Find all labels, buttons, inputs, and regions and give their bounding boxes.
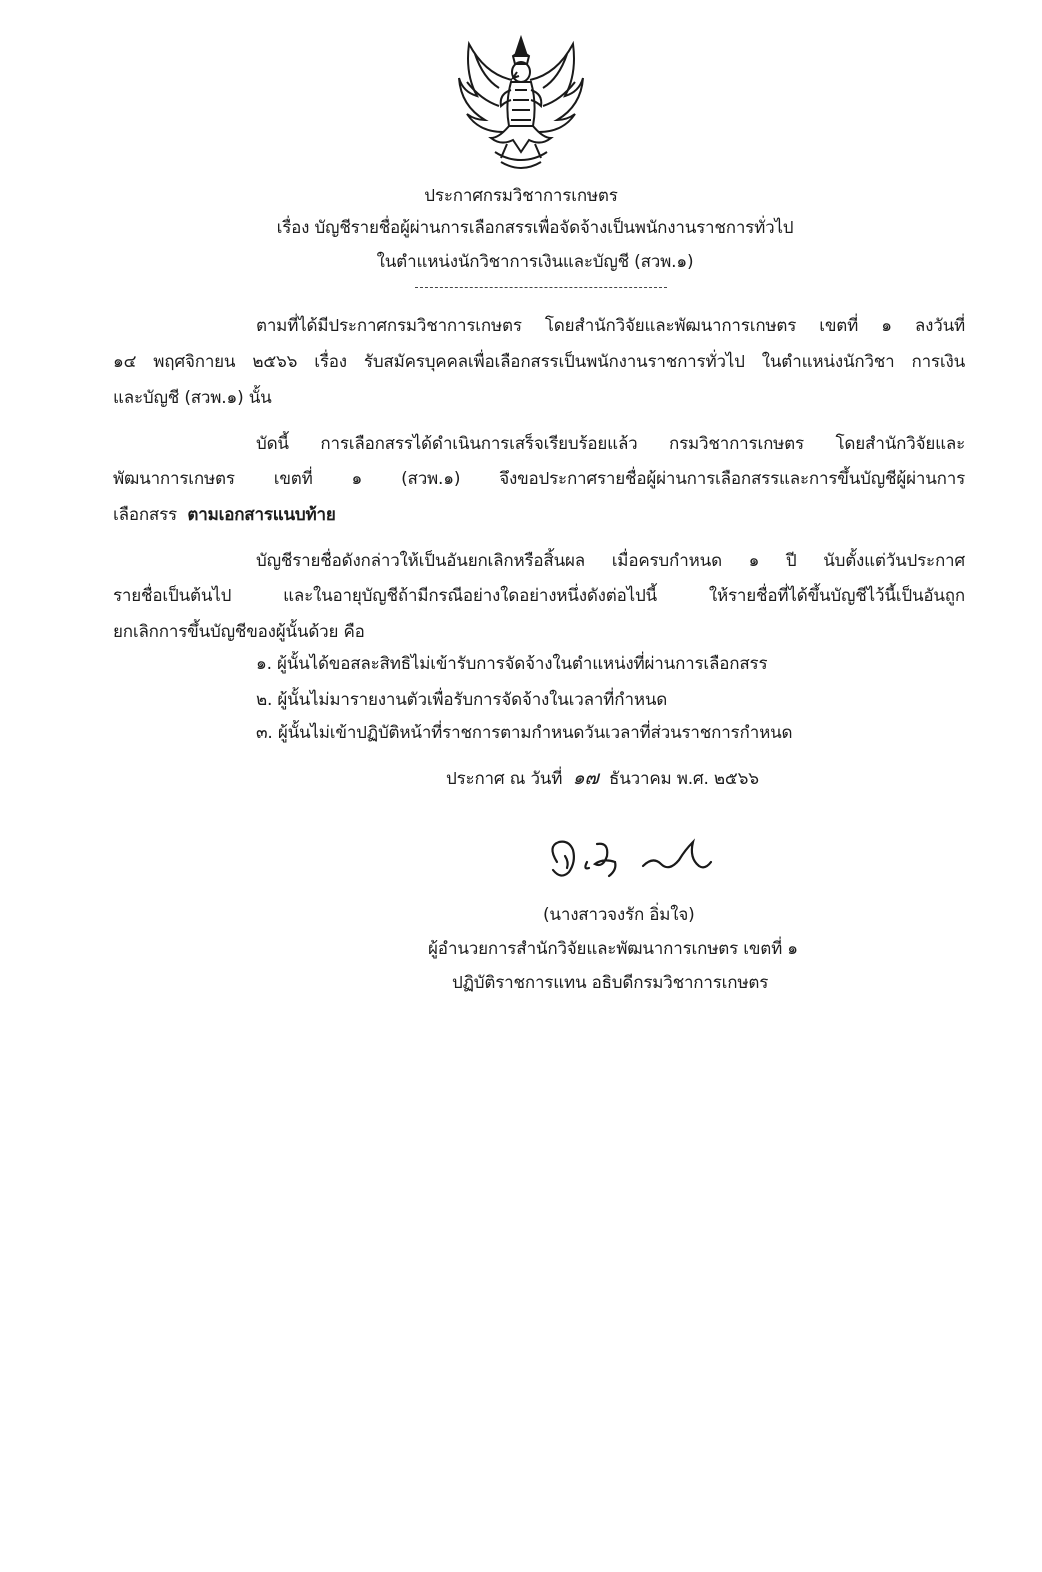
paragraph-3-line-3: ยกเลิกการขึ้นบัญชีของผู้นั้นด้วย คือ [113,622,365,642]
paragraph-2-ending: เลือกสรร [113,505,177,525]
attachment-reference: ตามเอกสารแนบท้าย [187,505,336,525]
issuer-heading: ประกาศกรมวิชาการเกษตร [424,186,618,206]
paragraph-2-line-3 [113,503,336,527]
list-item-3: ๓. ผู้นั้นไม่เข้าปฏิบัติหน้าที่ราชการตามกำหนดวันเวลาที่ส่วนราชการกำหนด [256,723,793,743]
list-item-2: ๒. ผู้นั้นไม่มารายงานตัวเพื่อรับการจัดจ้างในเวลาที่กำหนด [256,690,668,710]
paragraph-2-line-1: บัดนี้ การเลือกสรรได้ดำเนินการเสร็จเรียบร้อยแล้ว กรมวิชาการเกษตร โดยสำนักวิจัยและ [256,434,965,454]
signatory-title-2: ปฏิบัติราชการแทน อธิบดีกรมวิชาการเกษตร [452,973,769,993]
announcement-date [446,766,759,791]
date-day-handwritten: ๑๗ [572,767,599,789]
position-line: ในตำแหน่งนักวิชาการเงินและบัญชี (สวพ.๑) [376,252,694,272]
paragraph-1-line-3: และบัญชี (สวพ.๑) นั้น [113,388,272,408]
garuda-emblem-icon [455,34,587,174]
signatory-name: (นางสาวจงรัก อิ่มใจ) [543,905,695,925]
handwritten-signature [543,832,718,892]
paragraph-1-line-1: ตามที่ได้มีประกาศกรมวิชาการเกษตร โดยสำนักวิจัยและพัฒนาการเกษตร เขตที่ ๑ ลงวันที่ [256,316,965,336]
date-month-year: ธันวาคม พ.ศ. ๒๕๖๖ [609,769,759,789]
signatory-title-1: ผู้อำนวยการสำนักวิจัยและพัฒนาการเกษตร เขตที่ ๑ [428,939,798,959]
list-item-1: ๑. ผู้นั้นได้ขอสละสิทธิไม่เข้ารับการจัดจ้างในตำแหน่งที่ผ่านการเลือกสรร [256,654,768,674]
paragraph-2-line-2: พัฒนาการเกษตร เขตที่ ๑ (สวพ.๑) จึงขอประกาศรายชื่อผู้ผ่านการเลือกสรรและการขึ้นบัญชีผู้ผ่านการ [113,469,965,489]
paragraph-3-line-1: บัญชีรายชื่อดังกล่าวให้เป็นอันยกเลิกหรือสิ้นผล เมื่อครบกำหนด ๑ ปี นับตั้งแต่วันประกาศ [256,551,965,571]
date-prefix: ประกาศ ณ วันที่ [446,769,563,789]
paragraph-1-line-2: ๑๔ พฤศจิกายน ๒๕๖๖ เรื่อง รับสมัครบุคคลเพื่อเลือกสรรเป็นพนักงานราชการทั่วไป ในตำแหน่งนักวิชา การเงิน [113,352,965,372]
paragraph-3-line-2: รายชื่อเป็นต้นไป และในอายุบัญชีถ้ามีกรณีอย่างใดอย่างหนึ่งดังต่อไปนี้ ให้รายชื่อที่ได้ขึ้นบัญชีไว้นี้เป็นอันถูก [113,586,965,606]
subject-line: เรื่อง บัญชีรายชื่อผู้ผ่านการเลือกสรรเพื่อจัดจ้างเป็นพนักงานราชการทั่วไป [276,218,794,238]
dashed-divider [415,287,667,288]
